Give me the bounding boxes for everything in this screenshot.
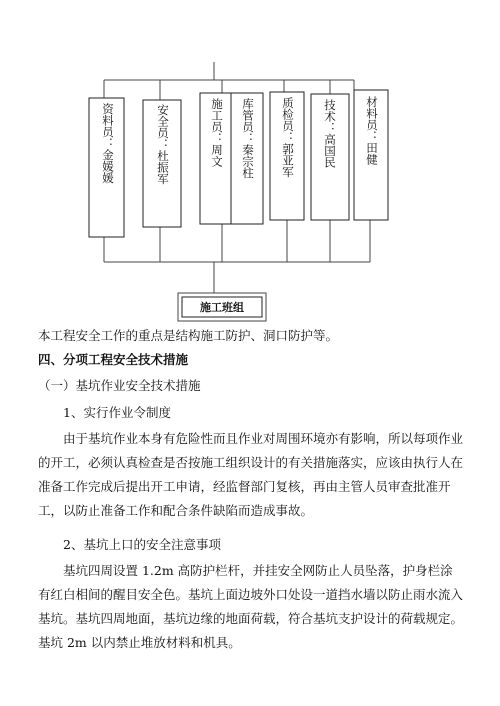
item-2-title: 2、基坑上口的安全注意事项 (63, 537, 221, 552)
subsection-1-title: （一）基坑作业安全技术措施 (38, 378, 201, 393)
safety-focus-line: 本工程安全工作的重点是结构施工防护、洞口防护等。 (38, 328, 339, 343)
role-label-1: 资料员：金媛媛 (101, 103, 115, 184)
role-label-4: 库管员：秦宗柱 (241, 98, 255, 179)
item-1-paragraph: 由于基坑作业本身有危险性而且作业对周围环境亦有影响，所以每项作业的开工，必须认真检查是否按施工组织设计的有关措施落实，应该由执行人在准备工作完成后提出开工申请，经监督部门复核，再由主管人员审查批准开工，以防止准备工作和配合条件缺陷而造成事故。 (38, 431, 464, 518)
team-label: 施工班组 (200, 301, 244, 314)
role-label-3: 施工员：周文 (210, 98, 224, 167)
role-label-5: 质检员：郭亚军 (281, 97, 295, 178)
role-label-2: 安全员：杜振军 (156, 104, 170, 185)
item-2-paragraph: 基坑四周设置 1.2m 高防护栏杆，并挂安全网防止人员坠落，护身栏涂有红白相间的醒目安全色。基坑上面边坡外口处设一道挡水墙以防止雨水流入基坑。基坑四周地面，基坑边缘的地面荷载，符合基坑支护设计的荷载规定。基坑 2m 以内禁止堆放材料和机具。 (38, 563, 464, 650)
item-1-title: 1、实行作业令制度 (63, 405, 171, 420)
role-label-6: 技术：高国民 (323, 99, 337, 168)
role-label-7: 材料员：田健 (365, 96, 379, 165)
section-4-title: 四、分项工程安全技术措施 (38, 352, 189, 367)
